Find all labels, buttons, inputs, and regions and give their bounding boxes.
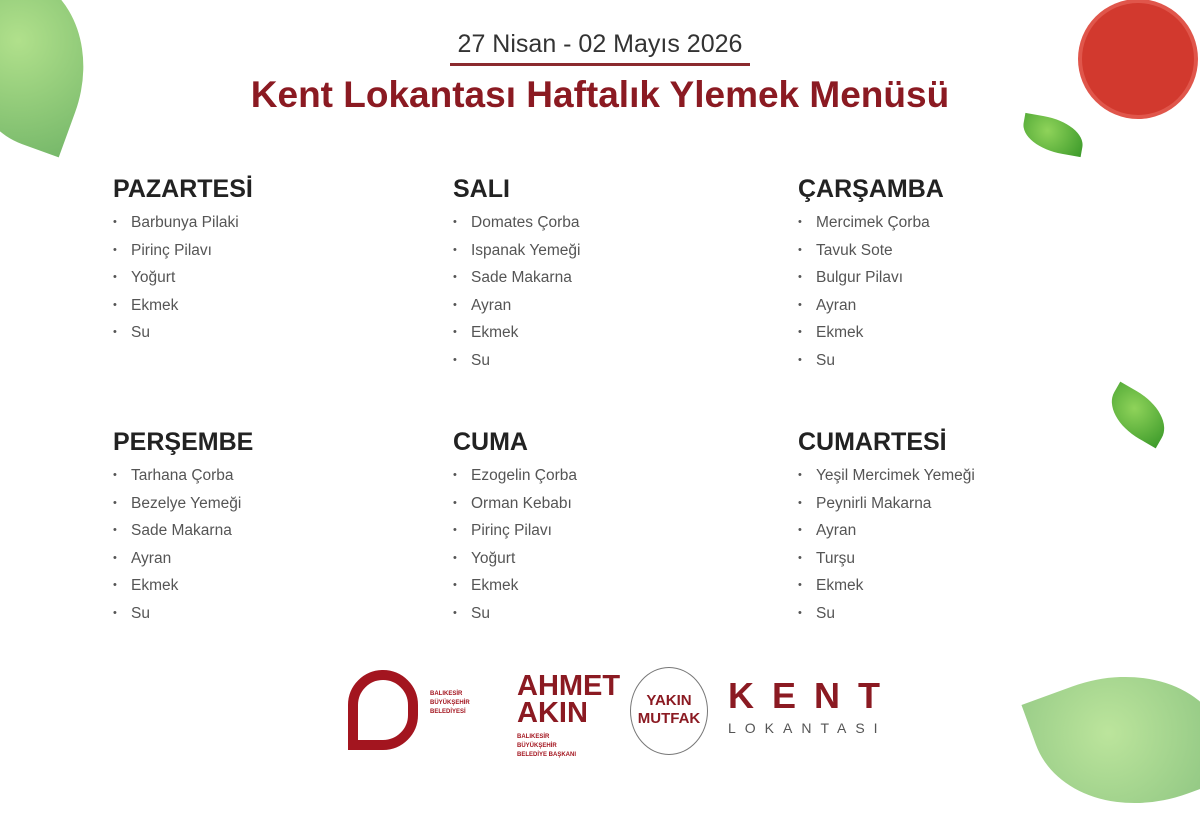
menu-item: • Sade Makarna <box>113 522 433 550</box>
lokantasi-logo-text: LOKANTASI <box>728 720 887 736</box>
leaf-decoration <box>1020 113 1087 157</box>
menu-item: • Pirinç Pilavı <box>453 522 773 550</box>
yakin-mutfak-logo <box>630 667 708 755</box>
menu-item: • Ekmek <box>113 297 433 325</box>
menu-item: • Ayran <box>798 297 1118 325</box>
menu-item: • Orman Kebabı <box>453 495 773 523</box>
menu-list <box>798 214 1118 380</box>
menu-item: • Pirinç Pilavı <box>113 242 433 270</box>
menu-item: • Peynirli Makarna <box>798 495 1118 523</box>
menu-item: • Ekmek <box>453 577 773 605</box>
kent-logo-text: KENT <box>728 675 898 716</box>
menu-item: • Ekmek <box>113 577 433 605</box>
menu-item: • Ispanak Yemeği <box>453 242 773 270</box>
day-section <box>113 428 433 633</box>
menu-item: • Tarhana Çorba <box>113 467 433 495</box>
municipality-name: BALIKESİR BÜYÜKŞEHİR BELEDİYESİ <box>430 691 470 715</box>
menu-list <box>113 467 433 633</box>
menu-item: • Su <box>453 605 773 633</box>
menu-item: • Su <box>798 352 1118 380</box>
menu-item: • Su <box>798 605 1118 633</box>
day-heading: PAZARTESİ <box>113 175 253 203</box>
menu-list <box>113 214 433 352</box>
yakin-text: YAKIN <box>646 692 692 709</box>
menu-item: • Ezogelin Çorba <box>453 467 773 495</box>
leaf-decoration <box>1021 643 1200 836</box>
menu-list <box>453 214 773 380</box>
day-heading: CUMARTESİ <box>798 428 947 456</box>
menu-list <box>453 467 773 633</box>
menu-item: • Turşu <box>798 550 1118 578</box>
mutfak-text: MUTFAK <box>637 710 701 727</box>
day-heading: PERŞEMBE <box>113 428 254 456</box>
menu-item: • Su <box>113 324 433 352</box>
menu-item: • Ayran <box>113 550 433 578</box>
day-section <box>798 428 1118 633</box>
day-section <box>798 175 1118 380</box>
date-range: 27 Nisan - 02 Mayıs 2026 <box>0 30 1200 66</box>
menu-item: • Domates Çorba <box>453 214 773 242</box>
day-section <box>113 175 433 352</box>
menu-item: • Ayran <box>798 522 1118 550</box>
mayor-name-2: AKIN <box>517 697 588 729</box>
menu-item: • Barbunya Pilaki <box>113 214 433 242</box>
menu-item: • Yeşil Mercimek Yemeği <box>798 467 1118 495</box>
menu-item: • Ekmek <box>798 577 1118 605</box>
menu-item: • Bezelye Yemeği <box>113 495 433 523</box>
menu-item: • Ayran <box>453 297 773 325</box>
menu-item: • Su <box>453 352 773 380</box>
menu-item: • Yoğurt <box>453 550 773 578</box>
menu-list <box>798 467 1118 633</box>
menu-item: • Su <box>113 605 433 633</box>
mayor-logo <box>517 670 621 729</box>
menu-item: • Bulgur Pilavı <box>798 269 1118 297</box>
mayor-name-1: AHMET <box>517 670 621 702</box>
municipality-heart-logo <box>348 670 418 750</box>
menu-item: • Sade Makarna <box>453 269 773 297</box>
page-title: Kent Lokantası Haftalık Ylemek Menüsü <box>250 74 950 115</box>
day-heading: CUMA <box>453 428 528 456</box>
day-heading: SALI <box>453 175 510 203</box>
menu-item: • Tavuk Sote <box>798 242 1118 270</box>
logos <box>340 665 898 758</box>
day-heading: ÇARŞAMBA <box>798 175 944 203</box>
menu-item: • Yoğurt <box>113 269 433 297</box>
menu-item: • Ekmek <box>798 324 1118 352</box>
mayor-subtitle: BALIKESİR BÜYÜKŞEHİR BELEDİYE BAŞKANI <box>517 734 577 758</box>
day-section <box>453 428 773 633</box>
menu-item: • Ekmek <box>453 324 773 352</box>
day-section <box>453 175 773 380</box>
menu-item: • Mercimek Çorba <box>798 214 1118 242</box>
